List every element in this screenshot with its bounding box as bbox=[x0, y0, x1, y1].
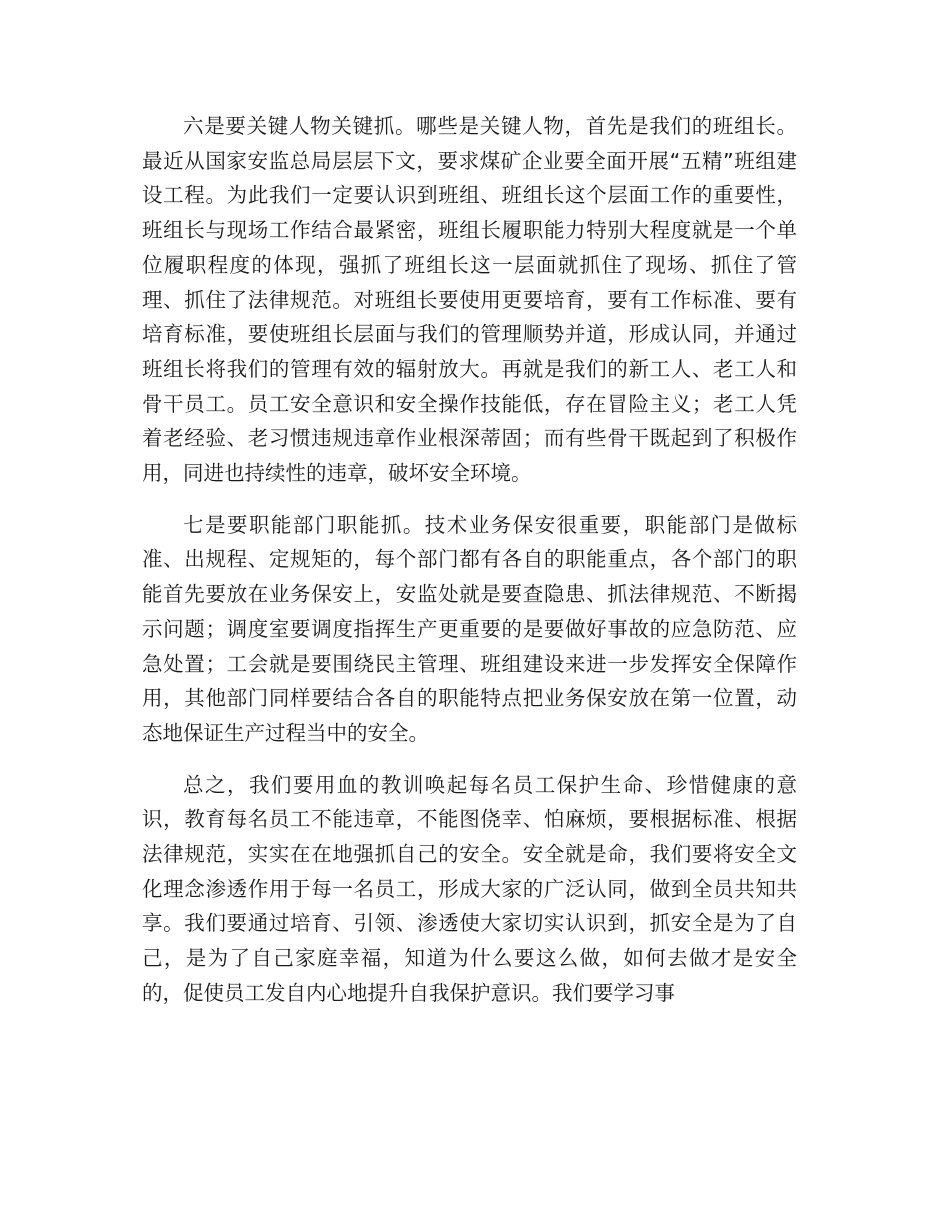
paragraph-functional-departments: 七是要职能部门职能抓。技术业务保安很重要，职能部门是做标准、出规程、定规矩的，每个部门都有各自的职能重点，各个部门的职能首先要放在业务保安上，安监处就是要查隐患、抓法律规范、不断揭示问题；调度室要调度指挥生产更重要的是要做好事故的应急防范、应急处置；工会就是要围绕民主管理、班组建设来进一步发挥安全保障作用，其他部门同样要结合各自的职能特点把业务保安放在第一位置，动态地保证生产过程当中的安全。 bbox=[142, 512, 797, 745]
paragraph-key-personnel: 六是要关键人物关键抓。哪些是关键人物，首先是我们的班组长。最近从国家安监总局层层下文，要求煤矿企业要全面开展“五精”班组建设工程。为此我们一定要认识到班组、班组长这个层面工作的重要性，班组长与现场工作结合最紧密，班组长履职能力特别大程度就是一个单位履职程度的体现，强抓了班组长这一层面就抓住了现场、抓住了管理、抓住了法律规范。对班组长要使用更要培育，要有工作标准、要有培育标准，要使班组长层面与我们的管理顺势并道，形成认同，并通过班组长将我们的管理有效的辐射放大。再就是我们的新工人、老工人和骨干员工。员工安全意识和安全操作技能低，存在冒险主义；老工人凭着老经验、老习惯违规违章作业根深蒂固；而有些骨干既起到了积极作用，同进也持续性的违章，破坏安全环境。 bbox=[142, 114, 797, 486]
document-body bbox=[142, 109, 797, 1011]
paragraph-summary: 总之，我们要用血的教训唤起每名员工保护生命、珍惜健康的意识，教育每名员工不能违章，不能图侥幸、怕麻烦，要根据标准、根据法律规范，实实在在地强抓自己的安全。安全就是命，我们要将安全文化理念渗透作用于每一名员工，形成大家的广泛认同，做到全员共知共享。我们要通过培育、引领、渗透使大家切实认识到，抓安全是为了自己，是为了自己家庭幸福，知道为什么要这么做，如何去做才是安全的，促使员工发自内心地提升自我保护意识。我们要学习事 bbox=[142, 772, 797, 1005]
